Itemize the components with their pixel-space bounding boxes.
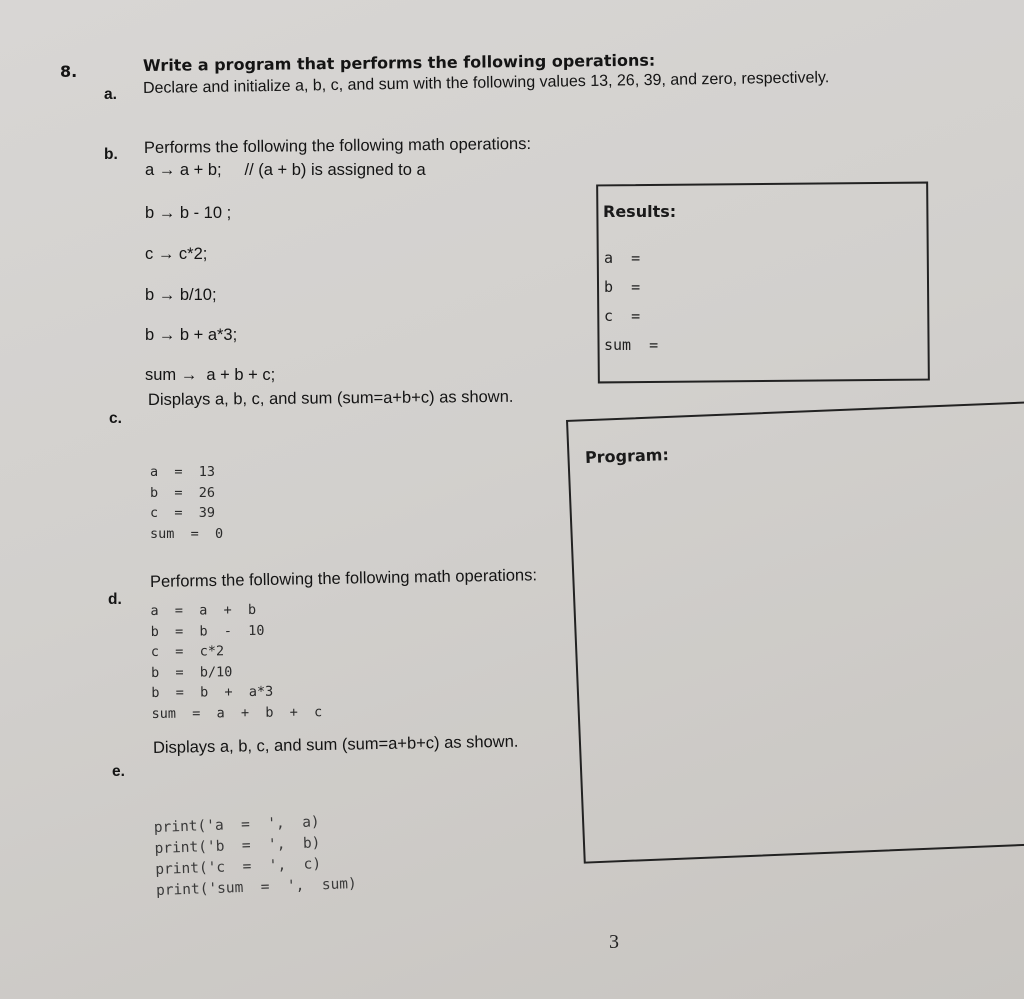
program-title: Program: (584, 445, 670, 467)
page-number: 3 (609, 931, 619, 953)
part-c-label: c. (109, 410, 122, 427)
part-b-label: b. (104, 146, 118, 163)
part-e-code-line: print('sum = ', sum) (155, 875, 358, 899)
part-d-text: Performs the following the following math operations: (149, 566, 538, 591)
part-b-op-6: sum → a + b + c; (145, 366, 276, 384)
part-b-op-5: b → b + a*3; (145, 326, 238, 344)
part-b-text: Performs the following the following math operations: (143, 134, 532, 157)
results-line-sum: sum = (604, 336, 659, 354)
part-b-op-2: b → b - 10 ; (145, 204, 232, 222)
part-d-label: d. (108, 591, 122, 608)
part-e-code-line: print('c = ', c) (155, 856, 322, 878)
part-c-output (150, 462, 223, 544)
part-c-output-line: c = 39 (150, 505, 216, 522)
part-d-op: c = c*2 (150, 643, 225, 661)
part-a-label: a. (104, 86, 117, 103)
results-line-b: b = (604, 278, 641, 296)
part-d-op: b = b/10 (151, 663, 233, 681)
part-e-code-line: print('b = ', b) (154, 835, 321, 858)
question-intro: Write a program that performs the following operations: (142, 50, 656, 75)
part-d-ops (150, 599, 322, 724)
part-b-op-3: c → c*2; (145, 245, 208, 263)
part-e-label: e. (112, 763, 125, 780)
part-a-text: Declare and initialize a, b, c, and sum with the following values 13, 26, 39, and zero, respectively. (142, 69, 830, 97)
part-d-op: sum = a + b + c (151, 704, 323, 722)
program-box (566, 401, 1024, 864)
part-b-op-1: a → a + b; // (a + b) is assigned to a (145, 161, 426, 179)
part-b-op-4: b → b/10; (145, 286, 217, 304)
results-lines (604, 244, 658, 360)
results-line-a: a = (604, 249, 641, 267)
part-c-output-line: b = 26 (150, 484, 216, 501)
part-e-text: Displays a, b, c, and sum (sum=a+b+c) as shown. (152, 732, 519, 757)
part-c-text: Displays a, b, c, and sum (sum=a+b+c) as shown. (147, 387, 514, 409)
results-title: Results: (603, 202, 677, 221)
part-d-op: b = b - 10 (150, 622, 265, 640)
question-number: 8. (60, 62, 78, 81)
part-c-output-line: sum = 0 (150, 525, 224, 542)
part-d-op: b = b + a*3 (151, 684, 274, 702)
results-line-c: c = (604, 307, 641, 325)
part-d-op: a = a + b (150, 601, 257, 620)
part-c-output-line: a = 13 (150, 464, 216, 480)
part-e-code-line: print('a = ', a) (153, 814, 320, 837)
part-e-code (154, 811, 358, 902)
